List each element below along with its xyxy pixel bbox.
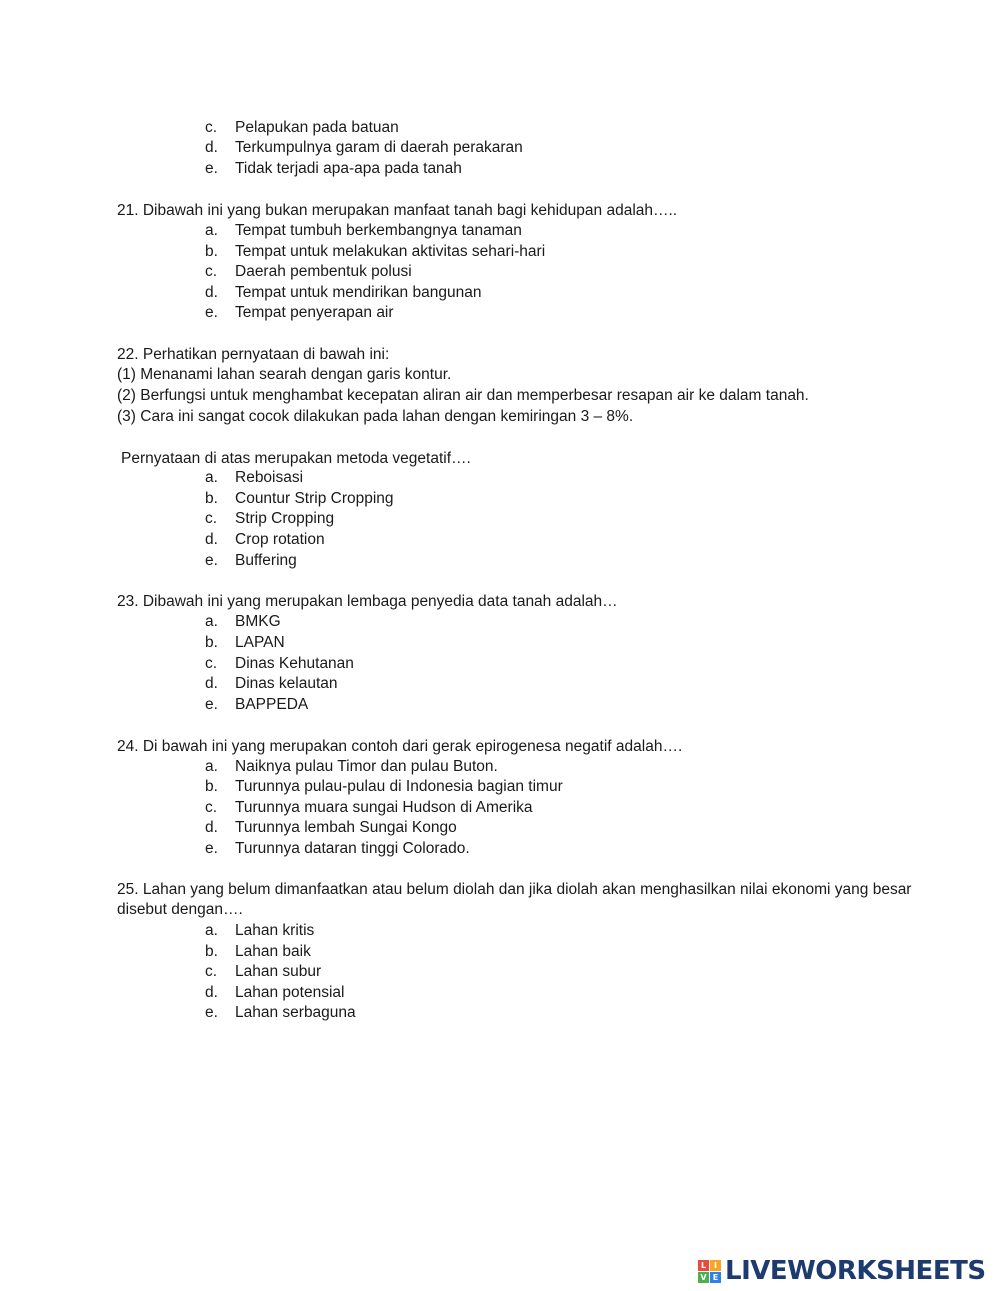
list-item: c. Lahan subur [205,963,322,980]
list-item: e. Buffering [205,552,297,569]
list-item: d. Dinas kelautan [205,675,338,692]
list-item: a. Naiknya pulau Timor dan pulau Buton. [205,758,498,775]
list-item: c. Strip Cropping [205,510,335,527]
list-item: b. Turunnya pulau-pulau di Indonesia bagian timur [205,778,563,795]
logo-mark-i: I [710,1260,721,1271]
statement-3: (3) Cara ini sangat cocok dilakukan pada lahan dengan kemiringan 3 – 8%. [117,408,634,425]
list-item: d. Lahan potensial [205,984,345,1001]
question-23: 23. Dibawah ini yang merupakan lembaga penyedia data tanah adalah… [117,593,618,610]
statement-1: (1) Menanami lahan searah dengan garis kontur. [117,366,452,383]
logo-mark-l: L [698,1260,709,1271]
question-25: 25. Lahan yang belum dimanfaatkan atau belum diolah dan jika diolah akan menghasilkan nilai ekonomi yang besar [117,881,912,898]
list-item: b. Countur Strip Cropping [205,490,394,507]
statement-2: (2) Berfungsi untuk menghambat kecepatan aliran air dan memperbesar resapan air ke dalam tanah. [117,387,809,404]
list-item: b. LAPAN [205,634,285,651]
list-item: e. Turunnya dataran tinggi Colorado. [205,840,470,857]
question-22-prompt: Pernyataan di atas merupakan metoda vegetatif…. [121,450,471,467]
list-item: a. BMKG [205,613,281,630]
list-item: c. Turunnya muara sungai Hudson di Amerika [205,799,533,816]
list-item: d. Terkumpulnya garam di daerah perakaran [205,139,523,156]
list-item: b. Lahan baik [205,943,311,960]
list-item: c. Dinas Kehutanan [205,655,354,672]
list-item: a. Tempat tumbuh berkembangnya tanaman [205,222,522,239]
question-25-continued: disebut dengan…. [117,901,243,918]
question-22: 22. Perhatikan pernyataan di bawah ini: [117,346,390,363]
logo-mark-v: V [698,1272,709,1283]
list-item: a. Lahan kritis [205,922,315,939]
logo-text: LIVEWORKSHEETS [725,1256,986,1286]
liveworksheets-logo[interactable] [698,1256,986,1286]
list-item: e. Lahan serbaguna [205,1004,356,1021]
list-item: d. Crop rotation [205,531,325,548]
list-item: c. Pelapukan pada batuan [205,119,399,136]
list-item: b. Tempat untuk melakukan aktivitas sehari-hari [205,243,546,260]
list-item: e. BAPPEDA [205,696,309,713]
list-item: c. Daerah pembentuk polusi [205,263,412,280]
logo-mark-icon [698,1260,721,1283]
list-item: d. Turunnya lembah Sungai Kongo [205,819,457,836]
list-item: e. Tidak terjadi apa-apa pada tanah [205,160,462,177]
list-item: a. Reboisasi [205,469,304,486]
question-21: 21. Dibawah ini yang bukan merupakan manfaat tanah bagi kehidupan adalah….. [117,202,678,219]
list-item: d. Tempat untuk mendirikan bangunan [205,284,482,301]
logo-mark-e: E [710,1272,721,1283]
question-24: 24. Di bawah ini yang merupakan contoh dari gerak epirogenesa negatif adalah…. [117,738,683,755]
list-item: e. Tempat penyerapan air [205,304,394,321]
